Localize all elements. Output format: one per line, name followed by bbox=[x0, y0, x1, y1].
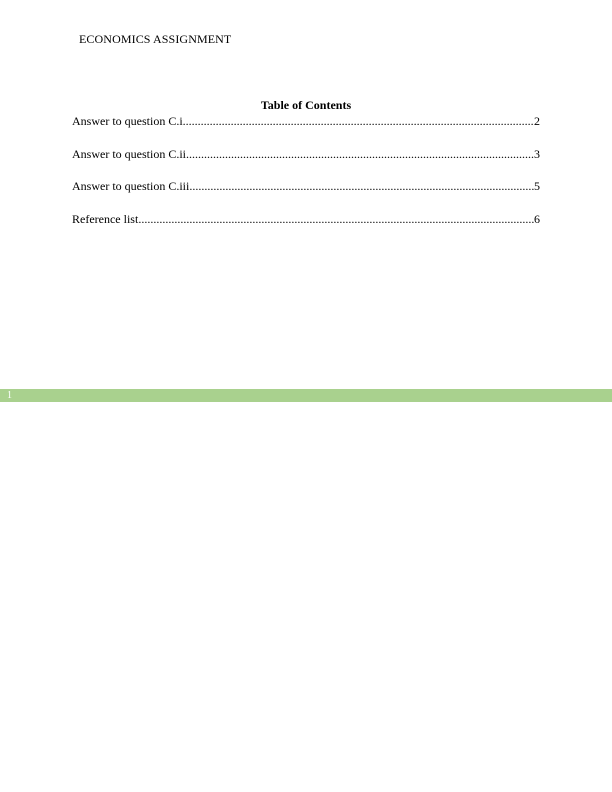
toc-entry-question-c-ii[interactable] bbox=[72, 147, 540, 161]
toc-entry-page-number: 5 bbox=[534, 179, 540, 193]
toc-entry-page-number: 3 bbox=[534, 146, 540, 161]
toc-title: Table of Contents bbox=[260, 98, 352, 112]
toc-entry-question-c-iii[interactable] bbox=[72, 179, 540, 193]
toc-entry-page-number: 2 bbox=[534, 114, 540, 128]
toc-dot-leader bbox=[189, 179, 534, 193]
toc-entry-label: Answer to question C.iii bbox=[72, 179, 190, 193]
toc-entry-question-c-i[interactable] bbox=[72, 114, 540, 128]
toc-entry-reference-list[interactable] bbox=[72, 212, 540, 226]
toc-dot-leader bbox=[138, 212, 534, 226]
toc-list bbox=[72, 114, 540, 226]
footer-bar bbox=[0, 389, 612, 402]
toc-entry-page-number: 6 bbox=[534, 211, 540, 226]
toc-entry-label: Reference list bbox=[72, 211, 139, 226]
table-of-contents bbox=[72, 98, 540, 226]
page-number: 1 bbox=[7, 390, 12, 401]
toc-entry-label: Answer to question C.ii bbox=[72, 146, 186, 161]
running-header: ECONOMICS ASSIGNMENT bbox=[79, 32, 232, 46]
toc-dot-leader bbox=[183, 114, 534, 128]
toc-dot-leader bbox=[186, 147, 534, 161]
toc-entry-label: Answer to question C.i bbox=[72, 114, 183, 128]
